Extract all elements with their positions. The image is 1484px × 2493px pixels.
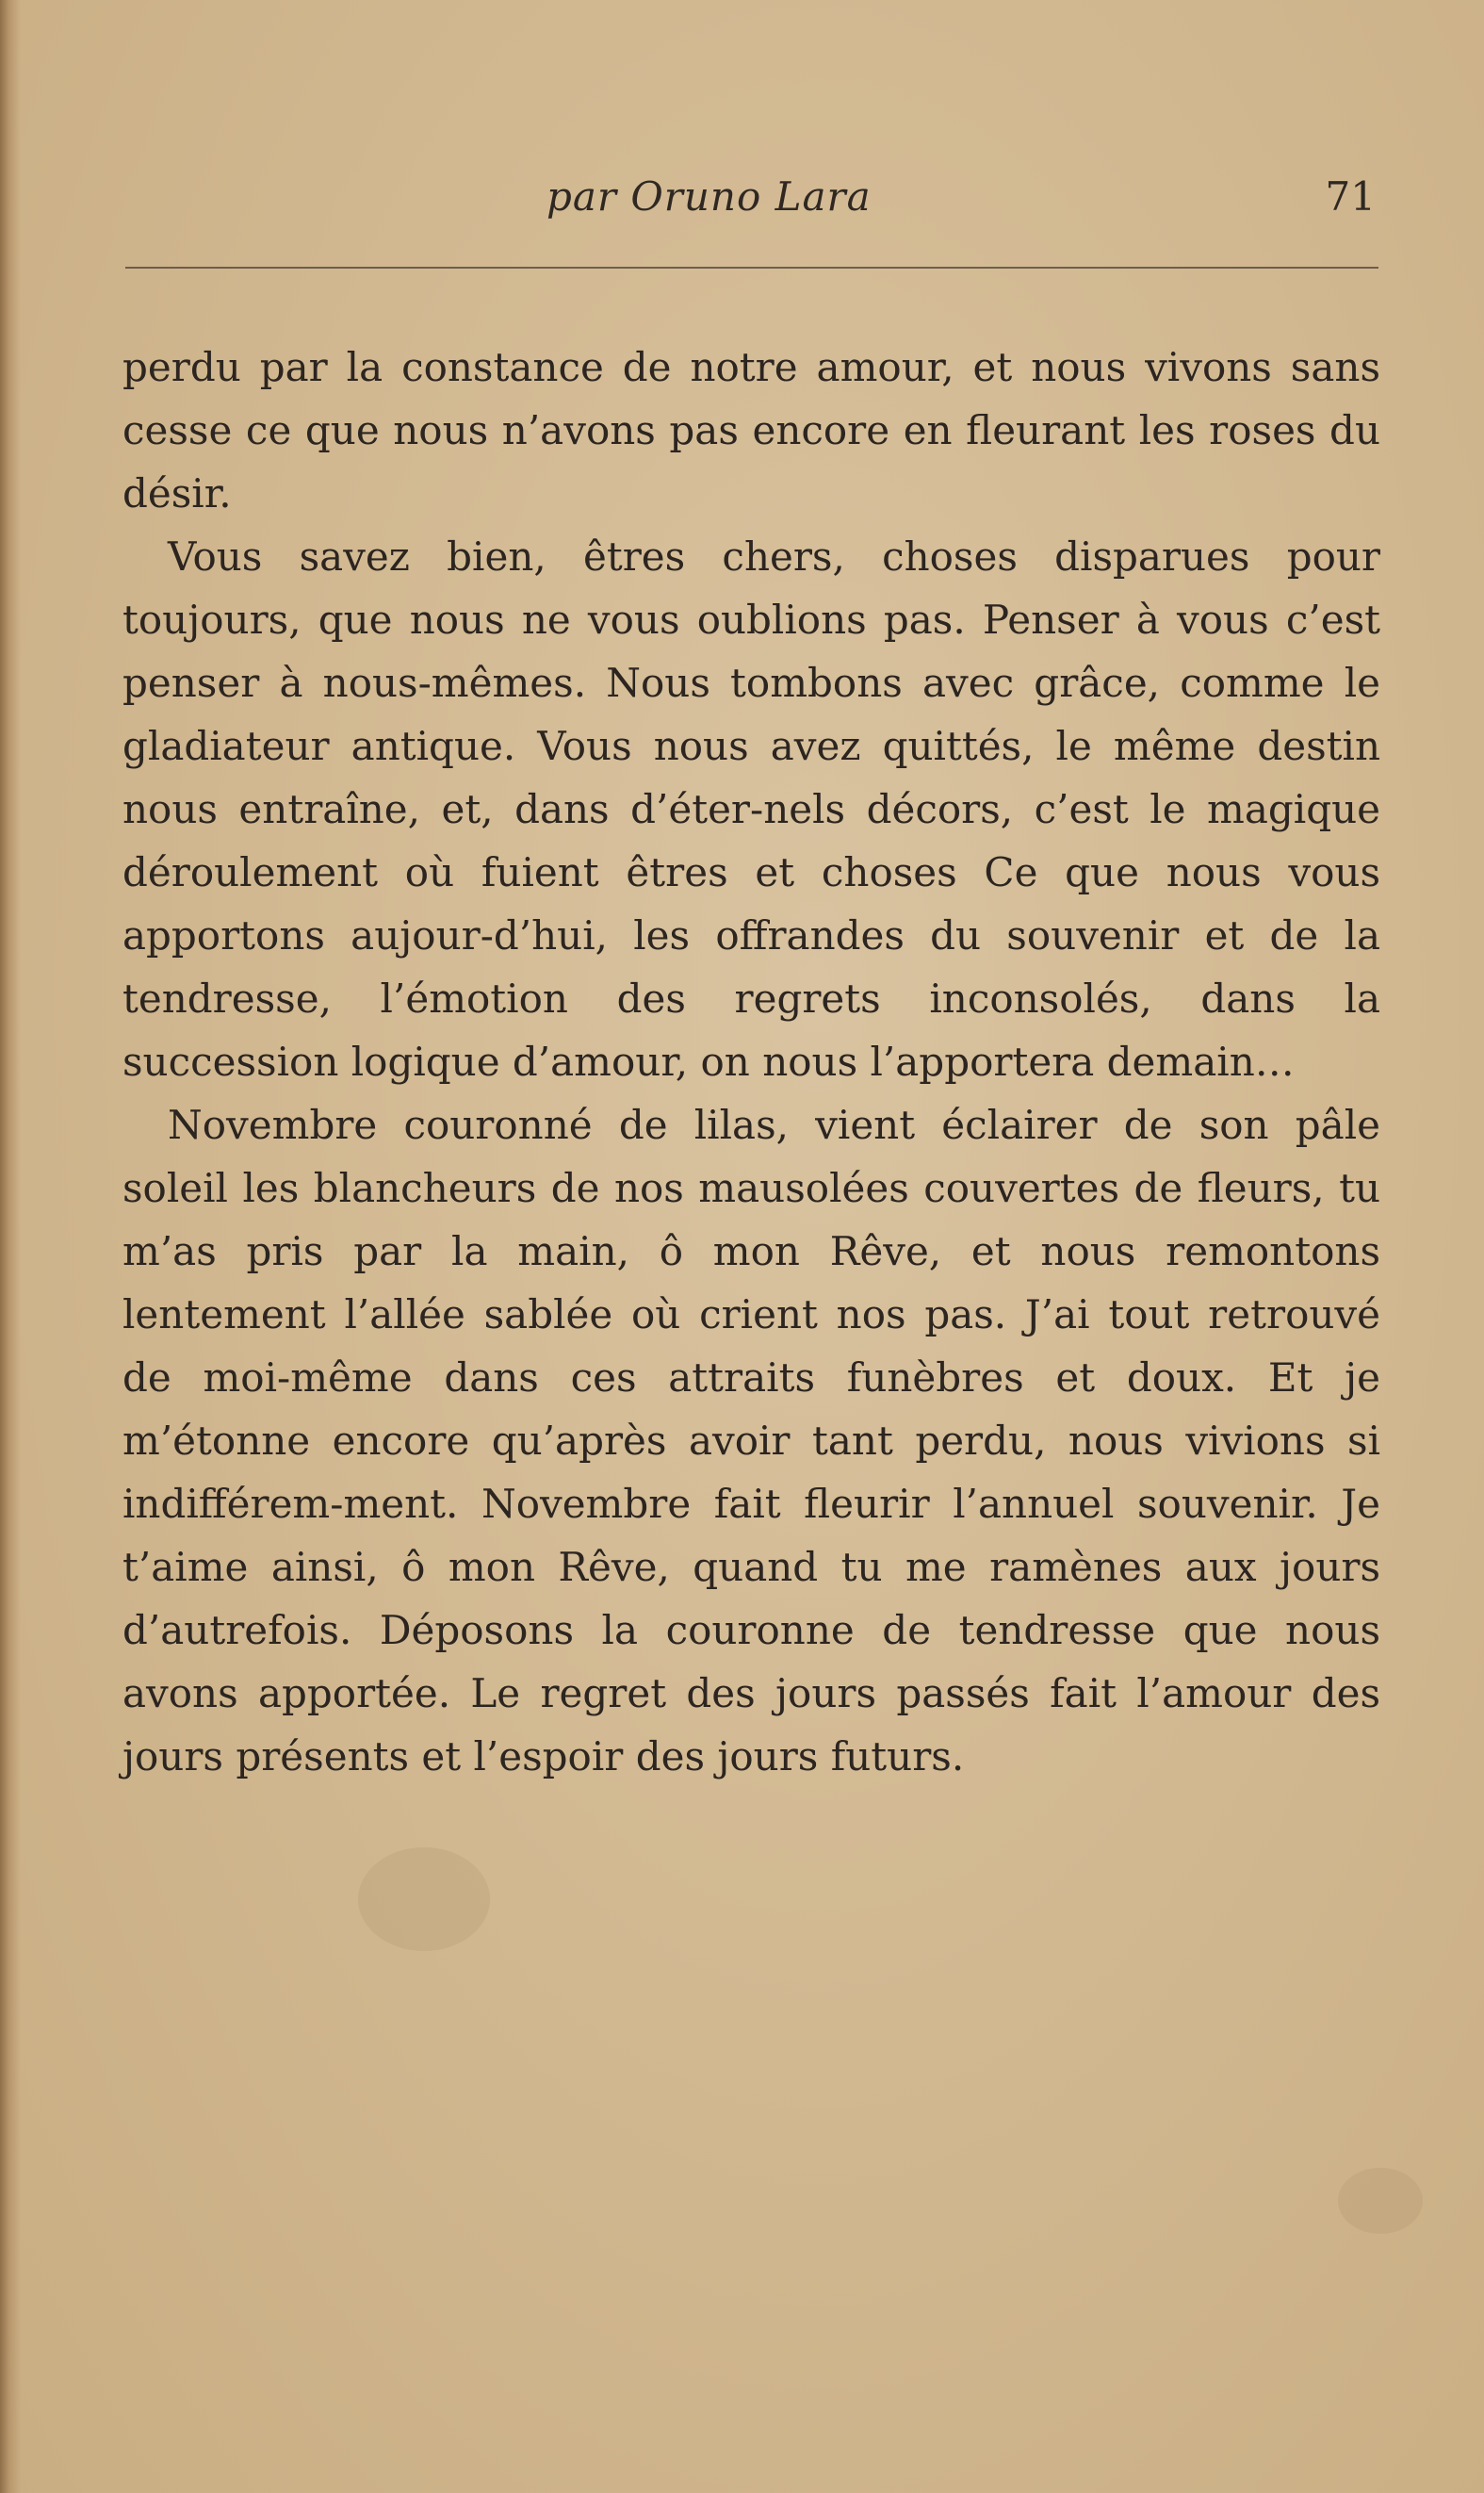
paragraph: Vous savez bien, êtres chers, choses disparues pour toujours, que nous ne vous oublions pas. Penser à vous c’est penser à nous-mêmes. Nous tombons avec grâce, comme le gladiateur antique. Vous nous avez quittés, le même destin nous entraîne, et, dans d’éter-nels décors, c’est le magique déroulement où fuient êtres et choses Ce que nous vous apportons aujour-d’hui, les offrandes du souvenir et de la tendresse, l’émotion des regrets inconsolés, dans la succession logique d’amour, on nous l’apportera demain… (122, 533, 1380, 1085)
page-number: 71 (1325, 173, 1376, 220)
header-rule (125, 267, 1378, 269)
paragraph: Novembre couronné de lilas, vient éclairer de son pâle soleil les blancheurs de nos mausolées couvertes de fleurs, tu m’as pris par la main, ô mon Rêve, et nous remontons lentement l’allée sablée où crient nos pas. J’ai tout retrouvé de moi-même dans ces attraits funèbres et doux. Et je m’étonne encore qu’après avoir tant perdu, nous vivions si indifférem-ment. Novembre fait fleurir l’annuel souvenir. Je t’aime ainsi, ô mon Rêve, quand tu me ramènes aux jours d’autrefois. Déposons la couronne de tendresse que nous avons apportée. Le regret des jours passés fait l’amour des jours présents et l’espoir des jours futurs. (122, 1102, 1380, 1780)
running-head: par Oruno Lara (546, 173, 872, 220)
paper-stain (1338, 2168, 1423, 2234)
paper-stain (358, 1847, 490, 1951)
page-binding-edge (0, 0, 21, 2493)
body-text (122, 336, 1380, 1788)
page-header (122, 166, 1376, 232)
paragraph: perdu par la constance de notre amour, et nous vivons sans cesse ce que nous n’avons pas encore en fleurant les roses du désir. (122, 344, 1380, 517)
